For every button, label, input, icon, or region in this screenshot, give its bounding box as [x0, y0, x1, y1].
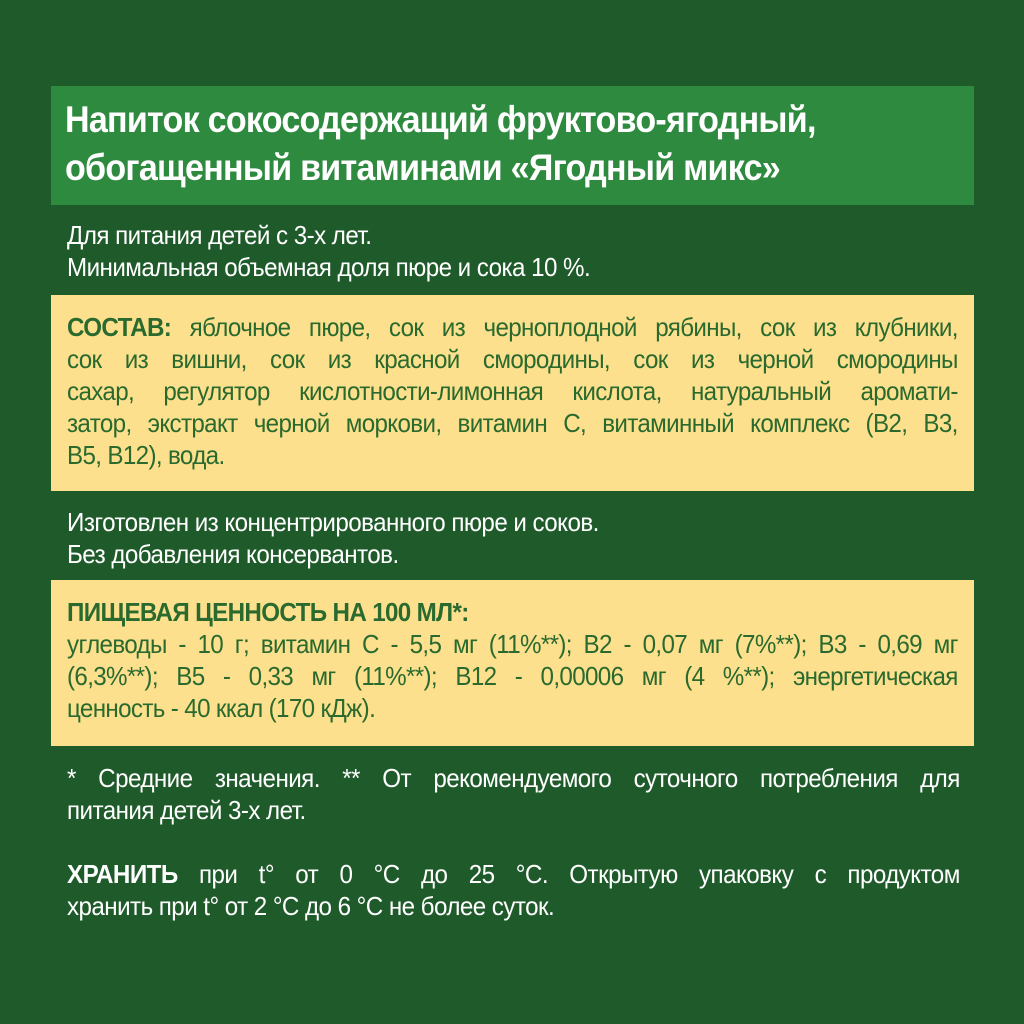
storage-text-1: при t° от 0 °С до 25 °С. Открытую упаковку с продуктом [177, 859, 960, 889]
composition-text-1: яблочное пюре, сок из черноплодной рябины, сок из клубники, [171, 312, 958, 342]
composition-panel [51, 295, 974, 491]
nutrition-line-1: углеводы - 10 г; витамин С - 5,5 мг (11%**); В2 - 0,07 мг (7%**); В3 - 0,69 мг [67, 629, 958, 659]
composition-line-5: В5, В12), вода. [67, 440, 225, 470]
footnote-line-1: * Средние значения. ** От рекомендуемого суточного потребления для [67, 763, 960, 793]
composition-line-1 [67, 311, 958, 343]
nutrition-line-3: ценность - 40 ккал (170 кДж). [67, 693, 376, 723]
composition-line-2: сок из вишни, сок из красной смородины, сок из черной смородины [67, 344, 958, 374]
composition-line-4: затор, экстракт черной моркови, витамин С, витаминный комплекс (В2, В3, [67, 408, 958, 438]
nutrition-label: ПИЩЕВАЯ ЦЕННОСТЬ НА 100 МЛ*: [67, 597, 469, 627]
footnote-text [67, 762, 960, 826]
intro-line-2: Минимальная объемная доля пюре и сока 10 %. [67, 252, 591, 282]
intro-text [67, 219, 630, 283]
storage-line-2: хранить при t° от 2 °С до 6 °С не более суток. [67, 891, 555, 921]
production-line-2: Без добавления консервантов. [67, 539, 399, 569]
storage-text [67, 858, 960, 922]
nutrition-line-2: (6,3%**); В5 - 0,33 мг (11%**); В12 - 0,00006 мг (4 %**); энергетическая [67, 661, 958, 691]
production-text [67, 506, 639, 570]
composition-label: СОСТАВ: [67, 312, 172, 342]
composition-line-3: сахар, регулятор кислотности-лимонная кислота, натуральный аромати- [67, 376, 958, 406]
product-title-line-1: Напиток сокосодержащий фруктово-ягодный, [65, 99, 816, 140]
product-title-line-2: обогащенный витаминами «Ягодный микс» [65, 147, 780, 188]
footnote-line-2: питания детей 3-х лет. [67, 795, 306, 825]
storage-label: ХРАНИТЬ [67, 859, 178, 889]
production-line-1: Изготовлен из концентрированного пюре и соков. [67, 507, 599, 537]
product-title-banner [51, 86, 974, 205]
nutrition-panel [51, 580, 974, 746]
intro-line-1: Для питания детей с 3-х лет. [67, 220, 372, 250]
storage-line-1 [67, 858, 960, 890]
